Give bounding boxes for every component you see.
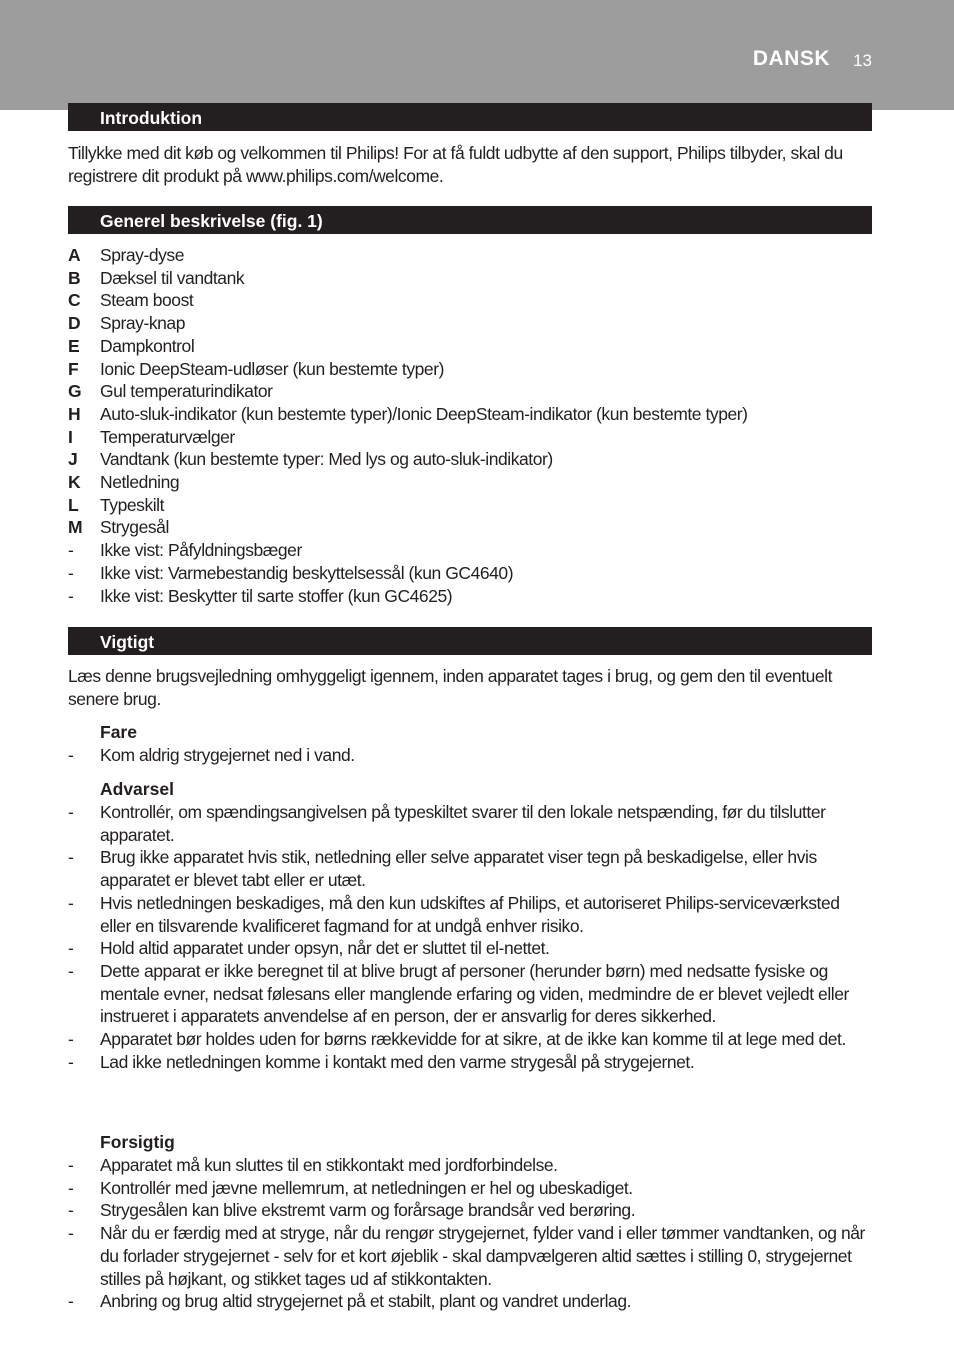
list-item-text: Auto-sluk-indikator (kun bestemte typer)/Ionic DeepSteam-indikator (kun bestemte typer) (100, 403, 748, 424)
list-marker: - (68, 938, 74, 959)
list-item (68, 1199, 874, 1222)
header-bar (0, 0, 954, 110)
list-marker: C (68, 290, 81, 311)
list-item (68, 1154, 874, 1177)
warning-heading: Advarsel (100, 779, 174, 799)
list-item (68, 1290, 874, 1313)
list-item-text: Hvis netledningen beskadiges, må den kun udskiftes af Philips, et autoriseret Philips-serviceværksted eller en tilsvarende kvalificeret fagmand for at undgå enhver risiko. (100, 892, 840, 936)
list-marker: - (68, 847, 74, 868)
list-item (68, 1051, 874, 1074)
list-item-text: Spray-knap (100, 313, 185, 334)
list-item (68, 937, 874, 960)
list-item (68, 426, 874, 449)
list-item-text: Ikke vist: Varmebestandig beskyttelsessål (kun GC4640) (100, 562, 514, 583)
list-marker: - (68, 1200, 74, 1221)
list-item-text: Dette apparat er ikke beregnet til at blive brugt af personer (herunder børn) med nedsatte fysiske og mentale evner, nedsat følesans eller manglende erfaring og viden, medmindre de er blevet vejledt eller instrueret i apparatets anvendelse af en person, der er ansvarlig for deres sikkerhed. (100, 960, 849, 1027)
list-marker: - (68, 540, 74, 561)
list-item (68, 267, 874, 290)
list-item-text: Ionic DeepSteam-udløser (kun bestemte typer) (100, 358, 444, 379)
list-marker: - (68, 562, 74, 583)
list-marker: - (68, 745, 74, 765)
list-marker: E (68, 335, 80, 356)
list-item-text: Hold altid apparatet under opsyn, når det er sluttet til el-nettet. (100, 938, 550, 959)
list-item (68, 562, 874, 585)
list-marker: D (68, 313, 81, 334)
caution-list (68, 1154, 874, 1313)
list-item-text: Vandtank (kun bestemte typer: Med lys og auto-sluk-indikator) (100, 449, 553, 470)
intro-paragraph: Tillykke med dit køb og velkommen til Philips! For at få fuldt udbytte af den support, Philips tilbyder, skal du registrere dit produkt på www.philips.com/welcome. (68, 143, 843, 186)
list-item (68, 244, 874, 267)
danger-heading: Fare (100, 722, 137, 742)
list-marker: - (68, 892, 74, 913)
list-marker: F (68, 358, 79, 379)
list-item-text: Når du er færdig med at stryge, når du rengør strygejernet, fylder vand i eller tømmer vandtanken, og når du forlader strygejernet - selv for et kort øjeblik - skal dampvælgeren altid sættes i stilling 0, strygejernet stilles på højkant, og stikket tages ud af stikkontakten. (100, 1223, 865, 1289)
list-marker: A (68, 245, 81, 265)
list-marker: - (68, 1223, 74, 1244)
list-item-text: Kontrollér, om spændingsangivelsen på typeskiltet svarer til den lokale netspænding, før du tilslutter apparatet. (100, 802, 826, 845)
list-item-text: Temperaturvælger (100, 426, 235, 447)
list-marker: J (68, 449, 78, 470)
important-intro-paragraph: Læs denne brugsvejledning omhyggeligt igennem, inden apparatet tages i brug, og gem den til eventuelt senere brug. (68, 666, 832, 709)
list-item (68, 585, 874, 608)
list-item (68, 960, 874, 1028)
language-label: DANSK (752, 47, 830, 70)
list-marker: - (68, 1177, 74, 1198)
list-item-text: Apparatet må kun sluttes til en stikkontakt med jordforbindelse. (100, 1155, 558, 1175)
list-marker: M (68, 517, 83, 538)
list-item-text: Steam boost (100, 290, 194, 311)
list-item (68, 516, 874, 539)
list-item (68, 1222, 874, 1290)
list-marker: - (68, 585, 74, 606)
list-item (68, 403, 874, 426)
list-marker: - (68, 1291, 74, 1312)
list-item (68, 801, 874, 846)
list-item-text: Ikke vist: Beskytter til sarte stoffer (kun GC4625) (100, 585, 453, 606)
section-heading-general-description: Generel beskrivelse (fig. 1) (68, 206, 872, 234)
section-heading-important: Vigtigt (68, 627, 872, 655)
list-marker: - (68, 802, 74, 822)
list-item-text: Brug ikke apparatet hvis stik, netledning eller selve apparatet viser tegn på beskadigelse, eller hvis apparatet er blevet tabt eller er utæt. (100, 847, 817, 891)
list-item (68, 1028, 874, 1051)
warning-list (68, 801, 874, 1073)
list-marker: H (68, 403, 81, 424)
list-item-text: Strygesålen kan blive ekstremt varm og forårsage brandsår ved berøring. (100, 1200, 636, 1221)
list-item (68, 289, 874, 312)
list-item (68, 471, 874, 494)
list-item-text: Dampkontrol (100, 335, 195, 356)
list-marker: - (68, 960, 74, 981)
list-item-text: Dæksel til vandtank (100, 267, 245, 288)
list-item (68, 380, 874, 403)
section-heading-introduction: Introduktion (68, 103, 872, 131)
page-number: 13 (853, 51, 872, 70)
list-item (68, 539, 874, 562)
danger-list (68, 744, 874, 767)
list-marker: K (68, 472, 81, 493)
list-item (68, 744, 874, 767)
list-item-text: Ikke vist: Påfyldningsbæger (100, 540, 302, 561)
list-item (68, 448, 874, 471)
list-marker: B (68, 267, 81, 288)
caution-heading: Forsigtig (100, 1132, 175, 1152)
parts-list (68, 244, 874, 607)
list-item-text: Apparatet bør holdes uden for børns rækkevidde for at sikre, at de ikke kan komme til at lege med det. (100, 1029, 846, 1050)
list-item-text: Typeskilt (100, 494, 165, 515)
list-item (68, 312, 874, 335)
list-item-text: Gul temperaturindikator (100, 381, 273, 402)
list-item-text: Anbring og brug altid strygejernet på et stabilt, plant og vandret underlag. (100, 1291, 632, 1312)
list-item-text: Kontrollér med jævne mellemrum, at netledningen er hel og ubeskadiget. (100, 1177, 633, 1198)
list-item (68, 358, 874, 381)
list-marker: I (68, 426, 73, 447)
list-item-text: Spray-dyse (100, 245, 185, 265)
list-marker: L (68, 494, 79, 515)
list-item (68, 494, 874, 517)
list-item (68, 892, 874, 937)
list-item-text: Lad ikke netledningen komme i kontakt med den varme strygesål på strygejernet. (100, 1051, 695, 1072)
list-marker: - (68, 1155, 74, 1175)
list-item (68, 335, 874, 358)
list-item-text: Netledning (100, 472, 180, 493)
list-item (68, 1177, 874, 1200)
list-item-text: Kom aldrig strygejernet ned i vand. (100, 745, 355, 765)
list-marker: - (68, 1029, 74, 1050)
list-item (68, 846, 874, 891)
list-marker: G (68, 381, 82, 402)
list-marker: - (68, 1051, 74, 1072)
list-item-text: Strygesål (100, 517, 169, 538)
